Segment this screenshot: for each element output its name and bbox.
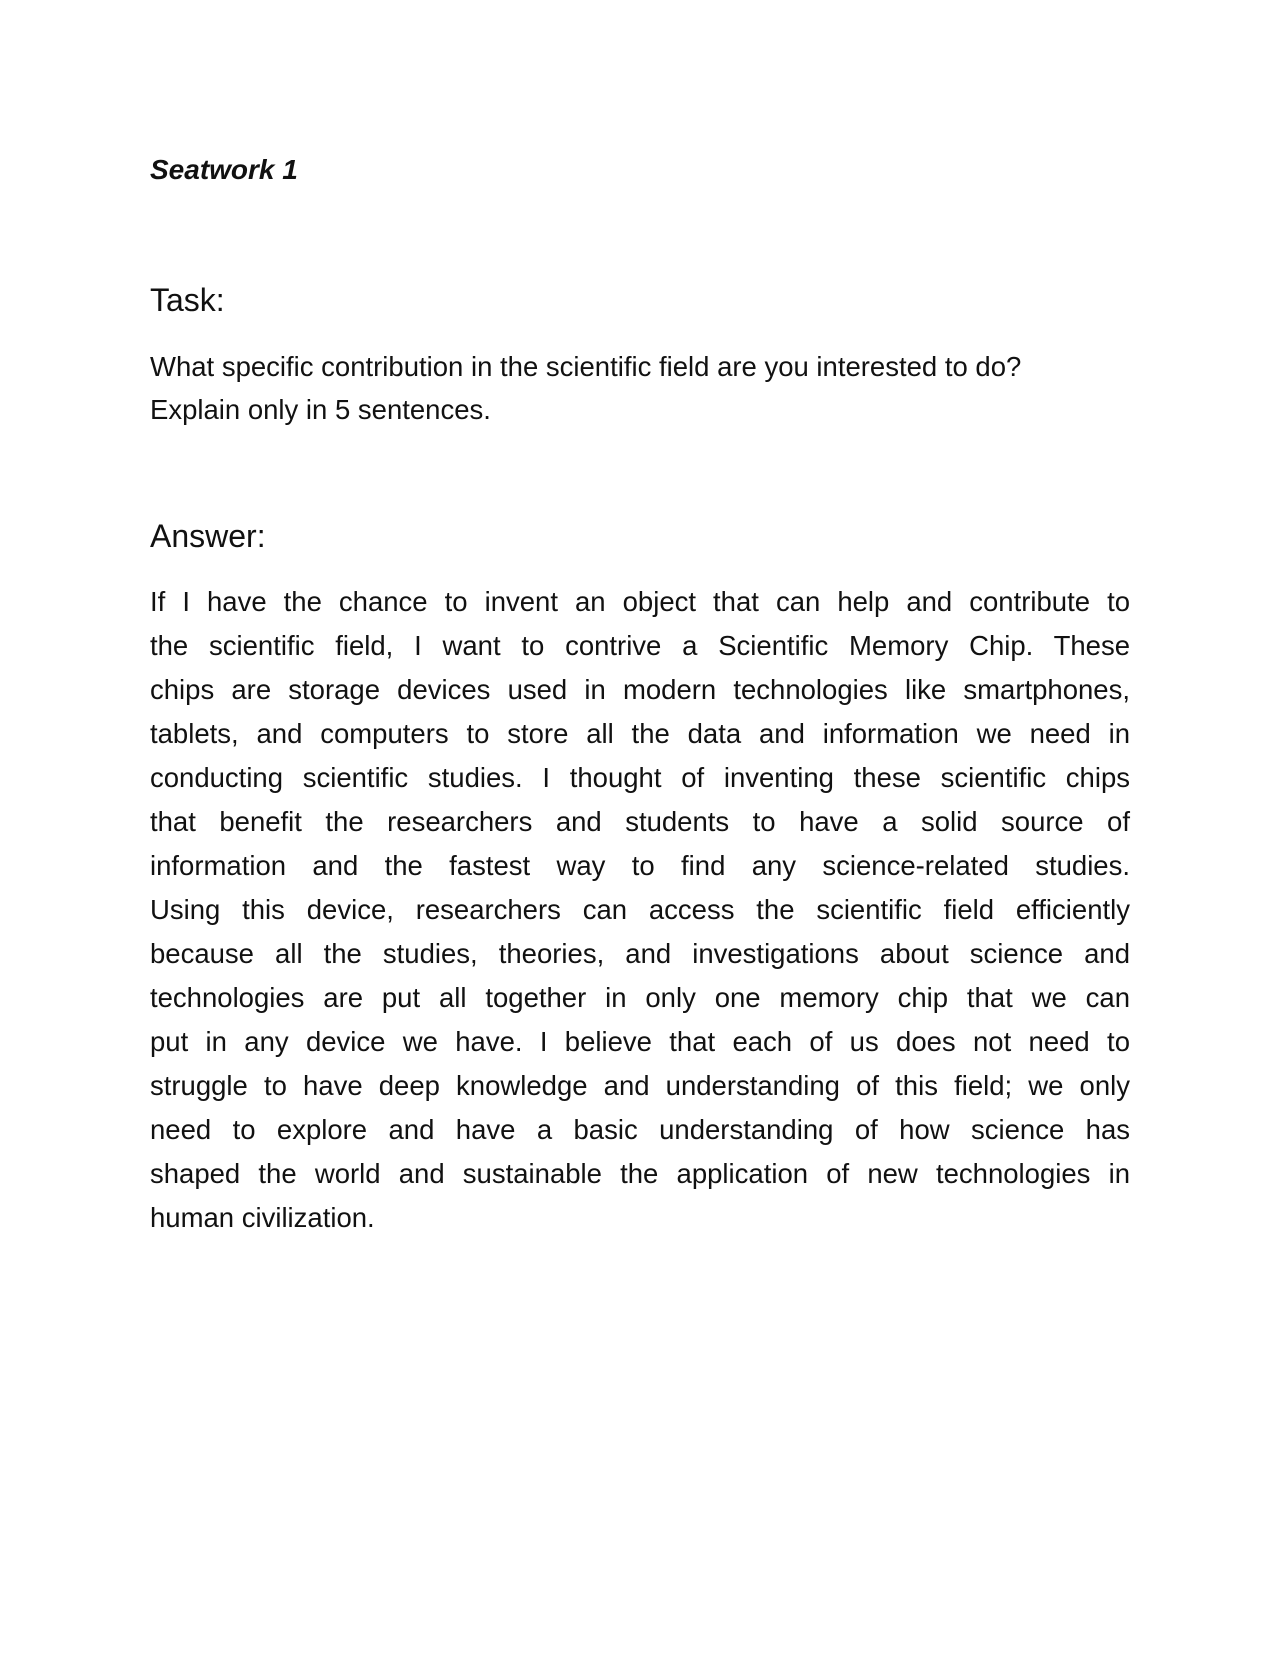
document-title: Seatwork 1 <box>150 154 298 185</box>
task-heading: Task: <box>150 282 225 318</box>
task-line: What specific contribution in the scientific field are you interested to do? <box>150 351 1022 382</box>
answer-line: that benefit the researchers and students to have a solid source of <box>150 806 1130 837</box>
answer-line: technologies are put all together in only one memory chip that we can <box>150 982 1130 1013</box>
answer-paragraph <box>150 580 1130 1240</box>
answer-line: put in any device we have. I believe that each of us does not need to <box>150 1026 1130 1057</box>
answer-line: Using this device, researchers can access the scientific field efficiently <box>150 894 1130 925</box>
answer-line: the scientific field, I want to contrive a Scientific Memory Chip. These <box>150 630 1130 661</box>
answer-line: need to explore and have a basic understanding of how science has <box>150 1114 1130 1145</box>
answer-line: If I have the chance to invent an object that can help and contribute to <box>150 586 1130 617</box>
answer-line: shaped the world and sustainable the application of new technologies in <box>150 1158 1130 1189</box>
answer-line: tablets, and computers to store all the data and information we need in <box>150 718 1130 749</box>
answer-line: human civilization. <box>150 1202 375 1233</box>
task-line: Explain only in 5 sentences. <box>150 394 491 425</box>
answer-line: because all the studies, theories, and investigations about science and <box>150 938 1130 969</box>
answer-line: struggle to have deep knowledge and understanding of this field; we only <box>150 1070 1130 1101</box>
answer-heading: Answer: <box>150 518 266 554</box>
answer-line: information and the fastest way to find any science-related studies. <box>150 850 1130 881</box>
answer-line: chips are storage devices used in modern technologies like smartphones, <box>150 674 1130 705</box>
answer-line: conducting scientific studies. I thought of inventing these scientific chips <box>150 762 1130 793</box>
task-prompt <box>150 345 1140 431</box>
